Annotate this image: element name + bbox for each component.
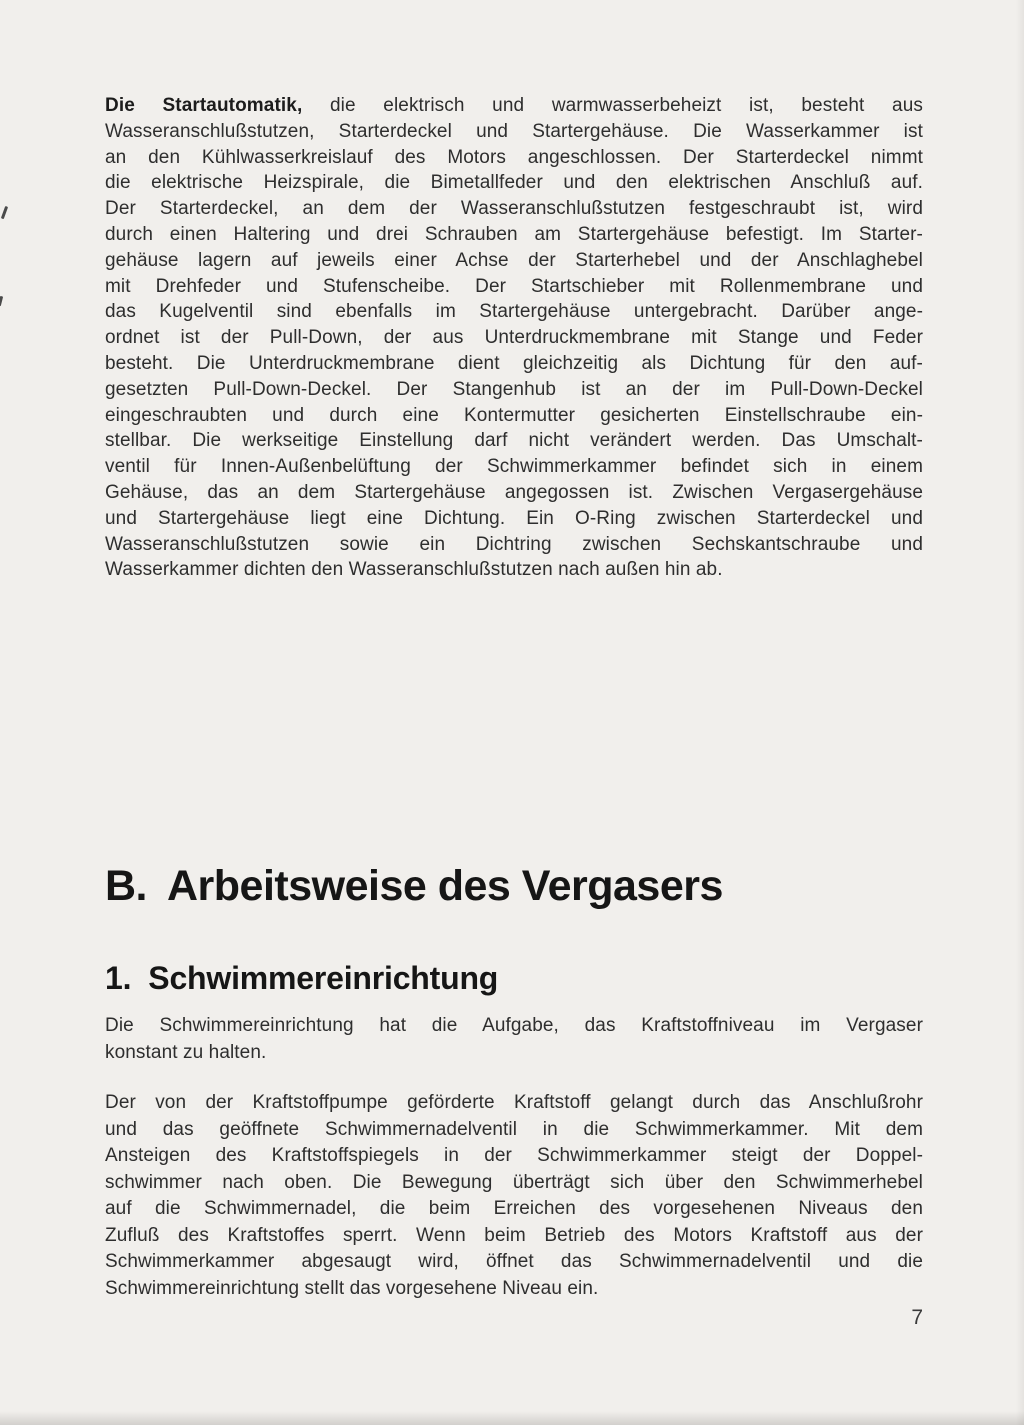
text-line: konstant zu halten.: [105, 1041, 267, 1063]
text-line: Wasseranschlußstutzen, Starterdeckel und Startergehäuse. Die Wasserkammer ist: [105, 120, 923, 142]
text-line: Zufluß des Kraftstoffes sperrt. Wenn beim Betrieb des Motors Kraftstoff aus der: [105, 1224, 923, 1246]
text-line: auf die Schwimmernadel, die beim Erreichen des vorgesehenen Niveaus den: [105, 1198, 923, 1219]
text-line: Ansteigen des Kraftstoffspiegels in der Schwimmerkammer steigt der Doppel-: [105, 1145, 923, 1166]
paragraph-3: [105, 1090, 923, 1302]
text-line: die elektrische Heizspirale, die Bimetallfeder und den elektrischen Anschluß auf.: [105, 172, 923, 194]
intro-paragraph-lines: [105, 119, 923, 583]
intro-paragraph: [105, 93, 923, 583]
section-heading-number: B.: [105, 862, 147, 910]
section-heading-title: Arbeitsweise des Vergasers: [167, 862, 723, 910]
text-line: Gehäuse, das an dem Startergehäuse angegossen ist. Zwischen Vergasergehäuse: [105, 481, 923, 503]
text-line: [105, 93, 923, 119]
text-line: Schwimmerkammer abgesaugt wird, öffnet das Schwimmernadelventil und die: [105, 1251, 923, 1272]
paragraph-2: [105, 1013, 923, 1066]
text-line: durch einen Haltering und drei Schrauben am Startergehäuse befestigt. Im Starter-: [105, 223, 923, 245]
section-heading: [105, 862, 723, 911]
text-line: an den Kühlwasserkreislauf des Motors angeschlossen. Der Starterdeckel nimmt: [105, 146, 923, 168]
scan-artifact: [1, 206, 8, 219]
text-line: das Kugelventil sind ebenfalls im Startergehäuse untergebracht. Darüber ange-: [105, 301, 923, 323]
text-line: Schwimmereinrichtung stellt das vorgesehene Niveau ein.: [105, 1277, 599, 1299]
text-line: stellbar. Die werkseitige Einstellung darf nicht verändert werden. Das Umschalt-: [105, 430, 923, 452]
text-line: gesetzten Pull-Down-Deckel. Der Stangenhub ist an der im Pull-Down-Deckel: [105, 378, 923, 400]
subsection-heading-number: 1.: [105, 960, 132, 996]
text-line: Wasseranschlußstutzen sowie ein Dichtring zwischen Sechskantschraube und: [105, 533, 923, 555]
text-line: ordnet ist der Pull-Down, der aus Unterdruckmembrane mit Stange und Feder: [105, 327, 923, 349]
text-line: Der von der Kraftstoffpumpe geförderte Kraftstoff gelangt durch das Anschlußrohr: [105, 1092, 923, 1113]
text-line: Der Starterdeckel, an dem der Wasseranschlußstutzen festgeschraubt ist, wird: [105, 198, 923, 220]
text-line: Die Schwimmereinrichtung hat die Aufgabe, das Kraftstoffniveau im Vergaser: [105, 1015, 923, 1036]
paragraph-lead-bold: Die Startautomatik,: [105, 95, 303, 116]
text-line: mit Drehfeder und Stufenscheibe. Der Startschieber mit Rollenmembrane und: [105, 275, 923, 297]
text-line: schwimmer nach oben. Die Bewegung überträgt sich über den Schwimmerhebel: [105, 1171, 923, 1193]
subsection-heading: [105, 960, 498, 997]
scan-artifact: [0, 296, 3, 306]
text-line: und das geöffnete Schwimmernadelventil in die Schwimmerkammer. Mit dem: [105, 1118, 923, 1140]
text-line: ventil für Innen-Außenbelüftung der Schwimmerkammer befindet sich in einem: [105, 456, 923, 478]
text-line: eingeschraubten und durch eine Kontermutter gesicherten Einstellschraube ein-: [105, 404, 923, 426]
paragraph-lead-rest: die elektrisch und warmwasserbeheizt ist, besteht aus: [329, 95, 923, 116]
text-line: gehäuse lagern auf jeweils einer Achse der Starterhebel und der Anschlaghebel: [105, 249, 923, 271]
text-line: Wasserkammer dichten den Wasseranschlußstutzen nach außen hin ab.: [105, 559, 723, 581]
text-line: besteht. Die Unterdruckmembrane dient gleichzeitig als Dichtung für den auf-: [105, 352, 923, 374]
text-line: und Startergehäuse liegt eine Dichtung. Ein O-Ring zwischen Starterdeckel und: [105, 507, 923, 529]
subsection-heading-title: Schwimmereinrichtung: [148, 960, 499, 996]
page-number: 7: [911, 1306, 923, 1329]
